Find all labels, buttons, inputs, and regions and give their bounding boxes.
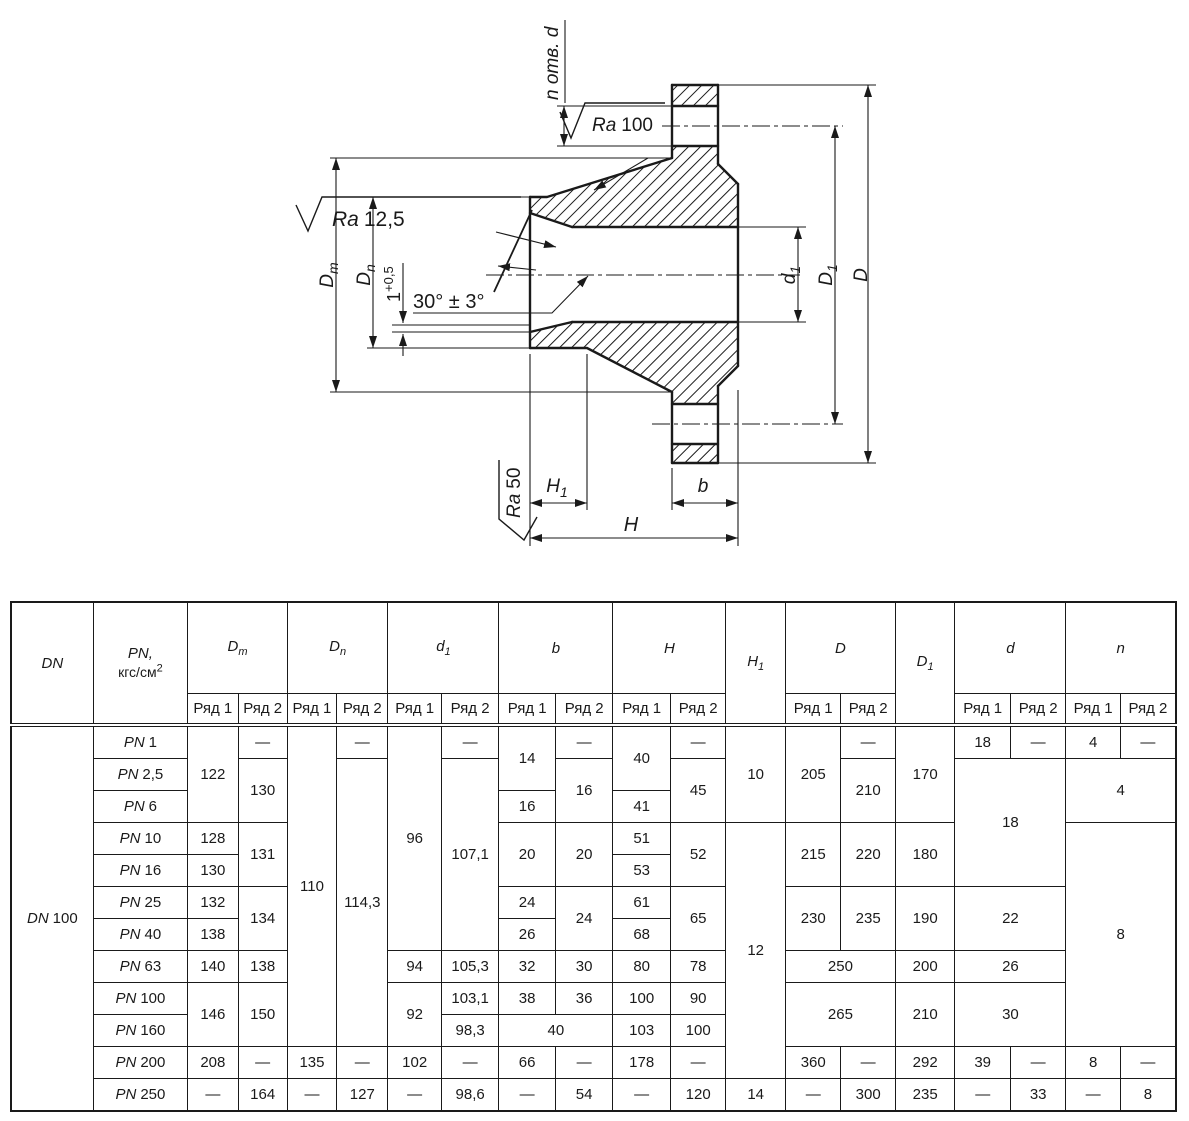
cell-D2: — [841, 1047, 895, 1079]
cell-d12: 107,1 [441, 759, 499, 951]
cell-dm1: 132 [188, 887, 238, 919]
col-header-dn: DN [11, 602, 93, 725]
label-dim-Dm: $D_m$ [317, 262, 341, 288]
cell-pn: PN 250 [93, 1079, 188, 1112]
cell-d-merged: 18 [955, 759, 1066, 887]
cell-b1: 26 [499, 919, 556, 951]
cell-D1: 230 [785, 887, 840, 951]
cell-dc1: — [955, 1079, 1010, 1112]
cell-d11: 96 [388, 725, 441, 951]
label-ra100: Ra 100 [592, 115, 653, 136]
cell-d-merged: 22 [955, 887, 1066, 951]
col-header-n: n [1066, 602, 1176, 694]
cell-d11: — [388, 1079, 441, 1112]
cell-D1: 215 [785, 823, 840, 887]
col-header-d: d [955, 602, 1066, 694]
cell-b1: 20 [499, 823, 556, 887]
cell-hh1: 10 [726, 725, 786, 823]
table-row-pn200 [11, 1047, 1176, 1079]
cell-h2: — [670, 1047, 725, 1079]
cell-h2: 90 [670, 983, 725, 1015]
cell-n-merged: 4 [1066, 759, 1176, 823]
cell-d12: 98,6 [441, 1079, 499, 1112]
bolt-boss-top [672, 85, 718, 106]
cell-h2: 52 [670, 823, 725, 887]
cell-n1: 4 [1066, 725, 1120, 759]
cell-n1: — [1066, 1079, 1120, 1112]
cell-h1: 80 [613, 951, 671, 983]
table-row-pn63 [11, 951, 1176, 983]
cell-D-merged: 265 [785, 983, 895, 1047]
drawing-labels [317, 25, 872, 536]
cell-dn2: 127 [337, 1079, 388, 1112]
part-outline [530, 85, 738, 463]
label-ra50: Ra50 [504, 467, 525, 518]
chamfer-construction-line [494, 210, 532, 292]
cell-b1: 66 [499, 1047, 556, 1079]
cell-n-merged: 8 [1066, 823, 1176, 1047]
cell-Dc1: 235 [895, 1079, 955, 1112]
cell-b-merged: 40 [499, 1015, 613, 1047]
subheader-row1: Ряд 1 [188, 694, 238, 726]
cell-D1: — [785, 1079, 840, 1112]
cell-h1: 40 [613, 725, 671, 791]
subheader-row2: Ряд 2 [337, 694, 388, 726]
cell-dm2: — [238, 1047, 287, 1079]
cell-dm1: 146 [188, 983, 238, 1047]
label-dim-b: b [697, 476, 709, 497]
cell-pn: PN 100 [93, 983, 188, 1015]
cell-Dc1: 200 [895, 951, 955, 983]
bolt-boss-bottom [672, 444, 718, 463]
cell-d12: — [441, 725, 499, 759]
cell-d-merged: 30 [955, 983, 1066, 1047]
cell-D2: 300 [841, 1079, 895, 1112]
subheader-row2: Ряд 2 [670, 694, 725, 726]
cell-dn1: — [287, 1079, 336, 1112]
cell-b2: 20 [555, 823, 613, 887]
cell-h1: 100 [613, 983, 671, 1015]
col-header-dm: $D_m$ [188, 602, 288, 694]
cell-b1: 16 [499, 791, 556, 823]
cell-dm2: 138 [238, 951, 287, 983]
cell-h2: 65 [670, 887, 725, 951]
label-n-otv-d: n отв. d [542, 26, 563, 100]
cell-Dc1: 170 [895, 725, 955, 823]
cell-h1: — [613, 1079, 671, 1112]
cell-b1: 14 [499, 725, 556, 791]
cell-D2: 220 [841, 823, 895, 887]
subheader-row2: Ряд 2 [1120, 694, 1176, 726]
cell-pn: PN 6 [93, 791, 188, 823]
subheader-row1: Ряд 1 [1066, 694, 1120, 726]
cell-dm1: 122 [188, 725, 238, 823]
cell-dm1: 208 [188, 1047, 238, 1079]
cell-pn: PN 40 [93, 919, 188, 951]
cell-pn: PN 63 [93, 951, 188, 983]
cell-d11: 94 [388, 951, 441, 983]
cell-Dc1: 190 [895, 887, 955, 951]
cell-dn2: — [337, 725, 388, 759]
hatched-sections [530, 85, 738, 463]
cell-n2: — [1120, 1047, 1176, 1079]
cell-d11: 102 [388, 1047, 441, 1079]
col-header-D: D [785, 602, 895, 694]
cell-d11: 92 [388, 983, 441, 1047]
cell-b2: — [555, 725, 613, 759]
subheader-row2: Ряд 2 [1010, 694, 1065, 726]
cell-dn1: 110 [287, 725, 336, 1047]
disc-lower-block [672, 322, 738, 404]
cell-dn2: — [337, 1047, 388, 1079]
cell-dm2: — [238, 725, 287, 759]
cell-d12: 105,3 [441, 951, 499, 983]
thin-geometry [392, 210, 532, 332]
cell-b1: — [499, 1079, 556, 1112]
subheader-row1: Ряд 1 [955, 694, 1010, 726]
cell-h1: 53 [613, 855, 671, 887]
cell-dn: DN 100 [11, 725, 93, 1111]
cell-D2: — [841, 725, 895, 759]
subheader-row2: Ряд 2 [441, 694, 499, 726]
cell-dm2: 130 [238, 759, 287, 823]
cell-dm2: 131 [238, 823, 287, 887]
table-row-pn1 [11, 725, 1176, 759]
roughness-ra125-icon [296, 197, 521, 231]
label-dim-H1: $H_1$ [546, 476, 568, 500]
cell-b1: 24 [499, 887, 556, 919]
cell-dc1: 18 [955, 725, 1010, 759]
cell-Dc1: 180 [895, 823, 955, 887]
cell-dc2: — [1010, 725, 1065, 759]
cell-dc2: — [1010, 1047, 1065, 1079]
subheader-row1: Ряд 1 [613, 694, 671, 726]
label-tolerance: $1^{+0,5}$ [381, 266, 404, 302]
cell-h1: 68 [613, 919, 671, 951]
subheader-row2: Ряд 2 [841, 694, 895, 726]
table-row-pn2-5 [11, 759, 1176, 791]
cell-h1: 178 [613, 1047, 671, 1079]
cell-h2: 78 [670, 951, 725, 983]
subheader-row1: Ряд 1 [499, 694, 556, 726]
col-header-pn: PN, кгс/$см^2$ [93, 602, 188, 725]
cell-h1: 103 [613, 1015, 671, 1047]
cell-h2: 100 [670, 1015, 725, 1047]
col-header-b: b [499, 602, 613, 694]
hub-upper-wall [530, 158, 672, 227]
cell-pn: PN 25 [93, 887, 188, 919]
cell-dn2: 114,3 [337, 759, 388, 1047]
cell-b1: 32 [499, 951, 556, 983]
cell-pn: PN 160 [93, 1015, 188, 1047]
table-row-pn250 [11, 1079, 1176, 1112]
label-ra125: Ra 12,5 [332, 208, 405, 231]
subheader-row1: Ряд 1 [388, 694, 441, 726]
col-header-D1: $D_1$ [895, 602, 955, 725]
cell-pn: PN 16 [93, 855, 188, 887]
label-dim-D1: $D_1$ [816, 264, 840, 286]
cell-d-merged: 26 [955, 951, 1066, 983]
cell-n2: 8 [1120, 1079, 1176, 1112]
subheader-row1: Ряд 1 [287, 694, 336, 726]
subheader-row1: Ряд 1 [785, 694, 840, 726]
cell-dm2: 164 [238, 1079, 287, 1112]
subheader-row2: Ряд 2 [238, 694, 287, 726]
cell-pn: PN 200 [93, 1047, 188, 1079]
cell-h2: 120 [670, 1079, 725, 1112]
table-row-pn25 [11, 887, 1176, 919]
label-dim-D: D [851, 268, 872, 282]
cell-Dc1: 292 [895, 1047, 955, 1079]
cell-D-merged: 250 [785, 951, 895, 983]
disc-upper-block [672, 146, 738, 227]
subheader-row2: Ряд 2 [555, 694, 613, 726]
cell-dm2: 134 [238, 887, 287, 951]
cell-dc1: 39 [955, 1047, 1010, 1079]
cell-D1: 360 [785, 1047, 840, 1079]
cell-pn: PN 1 [93, 725, 188, 759]
label-dim-Dn: $D_n$ [354, 264, 378, 286]
col-header-dn-neck: $D_n$ [287, 602, 388, 694]
cell-hh1: 12 [726, 823, 786, 1079]
cell-D2: 210 [841, 759, 895, 823]
col-header-h1: $H_1$ [726, 602, 786, 725]
cell-h1: 61 [613, 887, 671, 919]
cell-dc2: 33 [1010, 1079, 1065, 1112]
table-row-pn100 [11, 983, 1176, 1015]
cell-b2: 36 [555, 983, 613, 1015]
cell-Dc1: 210 [895, 983, 955, 1047]
cell-n2: — [1120, 725, 1176, 759]
label-angle: 30° ± 3° [413, 291, 485, 313]
ra125-leader [496, 232, 556, 247]
cell-h1: 41 [613, 791, 671, 823]
cell-dm1: 128 [188, 823, 238, 855]
cell-h2: 45 [670, 759, 725, 823]
cell-d12: 98,3 [441, 1015, 499, 1047]
cell-pn: PN 2,5 [93, 759, 188, 791]
cell-D2: 235 [841, 887, 895, 951]
cell-b2: 16 [555, 759, 613, 823]
col-header-h: H [613, 602, 726, 694]
label-dim-d1: $d_1$ [779, 265, 803, 285]
cell-b2: — [555, 1047, 613, 1079]
cell-b2: 24 [555, 887, 613, 951]
cell-d12: 103,1 [441, 983, 499, 1015]
cell-h1: 51 [613, 823, 671, 855]
cell-dm2: 150 [238, 983, 287, 1047]
cell-b1: 38 [499, 983, 556, 1015]
cell-dm1: 140 [188, 951, 238, 983]
cell-b2: 54 [555, 1079, 613, 1112]
cell-dn1: 135 [287, 1047, 336, 1079]
cell-pn: PN 10 [93, 823, 188, 855]
cell-d12: — [441, 1047, 499, 1079]
cell-D1: 205 [785, 725, 840, 823]
cell-h2: — [670, 725, 725, 759]
cell-dm1: 138 [188, 919, 238, 951]
label-dim-H: H [623, 514, 639, 536]
cell-hh1: 14 [726, 1079, 786, 1112]
col-header-d1: $d_1$ [388, 602, 499, 694]
cell-b2: 30 [555, 951, 613, 983]
flange-dimensions-table [10, 601, 1177, 1112]
cell-dm1: 130 [188, 855, 238, 887]
cell-n1: 8 [1066, 1047, 1120, 1079]
cell-dm1: — [188, 1079, 238, 1112]
